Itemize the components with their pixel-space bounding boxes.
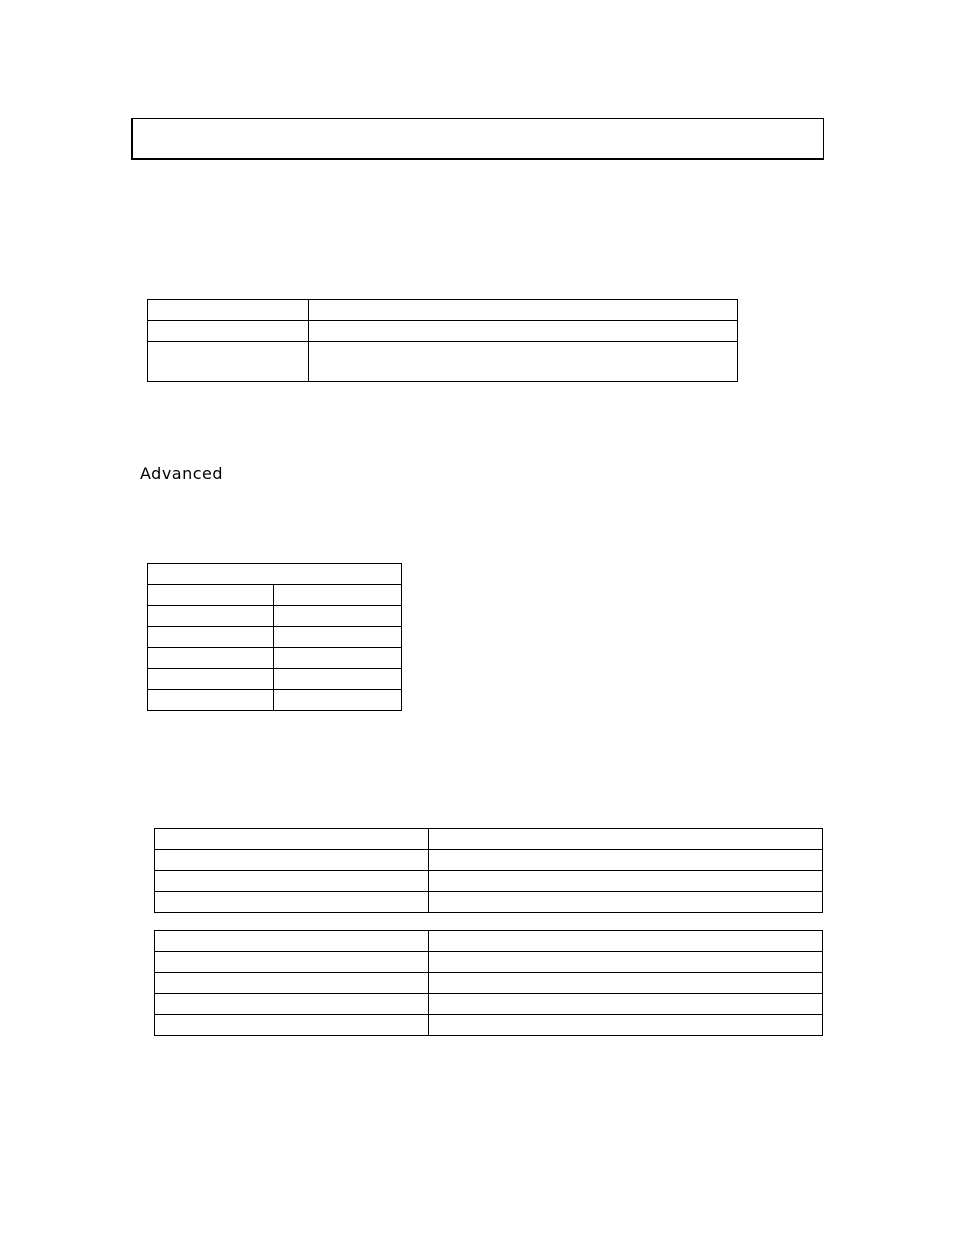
- table-cell: [429, 952, 823, 973]
- table-row: [155, 1015, 823, 1036]
- table-cell: [309, 300, 738, 321]
- table-cell: [429, 850, 823, 871]
- table-cell: [274, 690, 402, 711]
- table-cell: [148, 585, 274, 606]
- table-cell: [155, 952, 429, 973]
- header-box: [131, 118, 824, 160]
- table-cell: [155, 994, 429, 1015]
- table-cell: [429, 1015, 823, 1036]
- table-cell: [148, 300, 309, 321]
- table-header-cell: [148, 564, 402, 585]
- table-cell: [155, 892, 429, 913]
- table-row: [155, 973, 823, 994]
- table-cell: [155, 931, 429, 952]
- table-row: [155, 871, 823, 892]
- table-row: [155, 850, 823, 871]
- table-cell: [148, 648, 274, 669]
- table-row: [148, 690, 402, 711]
- table-row: [155, 931, 823, 952]
- table-cell: [148, 669, 274, 690]
- table-cell: [429, 931, 823, 952]
- table-cell: [429, 871, 823, 892]
- section-heading-advanced: Advanced: [140, 464, 224, 483]
- table-row: [148, 627, 402, 648]
- table-row: [155, 994, 823, 1015]
- table-cell: [429, 892, 823, 913]
- table-cell: [274, 627, 402, 648]
- table-row: [148, 342, 738, 382]
- table-cell: [309, 342, 738, 382]
- table-cell: [148, 342, 309, 382]
- table-cell: [274, 669, 402, 690]
- table-cell: [429, 829, 823, 850]
- table-cell: [155, 973, 429, 994]
- table-cell: [148, 627, 274, 648]
- table-3: [154, 828, 823, 913]
- table-1: [147, 299, 738, 382]
- table-cell: [148, 690, 274, 711]
- table-row: [148, 648, 402, 669]
- table-cell: [429, 973, 823, 994]
- table-row: [148, 606, 402, 627]
- table-cell: [274, 585, 402, 606]
- table-cell: [309, 321, 738, 342]
- table-4: [154, 930, 823, 1036]
- table-cell: [148, 321, 309, 342]
- table-2: [147, 563, 402, 711]
- table-cell: [148, 606, 274, 627]
- table-row: [155, 829, 823, 850]
- table-cell: [155, 829, 429, 850]
- table-cell: [274, 648, 402, 669]
- table-row: [148, 585, 402, 606]
- table-cell: [429, 994, 823, 1015]
- table-row: [148, 669, 402, 690]
- table-cell: [155, 871, 429, 892]
- table-header-row: [148, 564, 402, 585]
- table-row: [155, 952, 823, 973]
- table-cell: [274, 606, 402, 627]
- table-row: [148, 300, 738, 321]
- table-cell: [155, 850, 429, 871]
- table-row: [148, 321, 738, 342]
- table-row: [155, 892, 823, 913]
- table-cell: [155, 1015, 429, 1036]
